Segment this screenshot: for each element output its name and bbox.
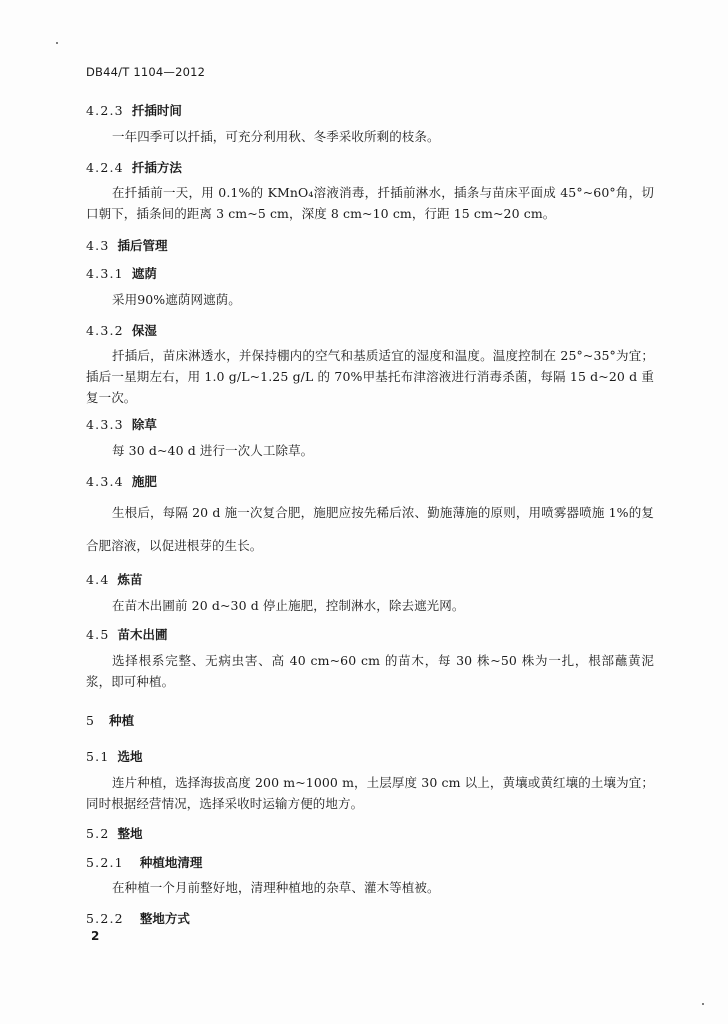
section-paragraph-4-3-2: 扦插后，苗床淋透水，并保持棚内的空气和基质适宜的湿度和温度。温度控制在 25°~35°为宜；插后一星期左右，用 1.0 g/L~1.25 g/L 的 70%甲基托布津溶液进行消毒杀菌，每隔 15 d~20 d 重复一次。	[86, 348, 654, 405]
section-paragraph-4-3-1: 采用90%遮荫网遮荫。	[112, 292, 241, 307]
section-paragraph-5-2-1: 在种植一个月前整好地，清理种植地的杂草、灌木等植被。	[112, 880, 440, 895]
section-title: 扦插方法	[131, 160, 182, 175]
section-title: 插后管理	[117, 238, 168, 253]
section-number: 4.3	[86, 238, 110, 253]
section-paragraph-4-2-3: 一年四季可以扦插，可充分利用秋、冬季采收所剩的枝条。	[112, 129, 440, 144]
section-heading-5-2-2	[86, 909, 190, 927]
scan-speck	[56, 42, 58, 44]
section-number: 5	[86, 713, 96, 728]
section-title: 种植地清理	[139, 855, 203, 870]
section-number: 4.3.3	[86, 417, 124, 432]
section-heading-5	[86, 711, 134, 729]
section-heading-4-2-4	[86, 158, 182, 176]
section-number: 5.2.1	[86, 855, 124, 870]
section-heading-4-3-1	[86, 264, 157, 282]
section-title: 保湿	[131, 323, 157, 338]
section-title: 种植	[109, 713, 135, 728]
section-paragraph-4-2-4: 在扦插前一天，用 0.1%的 KMnO₄溶液消毒，扦插前淋水，插条与苗床平面成 45°~60°角，切口朝下，插条间的距离 3 cm~5 cm，深度 8 cm~10 cm，行距 15 cm~20 cm。	[86, 185, 654, 221]
section-paragraph-4-4: 在苗木出圃前 20 d~30 d 停止施肥，控制淋水，除去遮光网。	[112, 598, 465, 613]
section-number: 4.4	[86, 572, 110, 587]
section-paragraph-4-3-4: 生根后，每隔 20 d 施一次复合肥，施肥应按先稀后浓、勤施薄施的原则，用喷雾器喷施 1%的复合肥溶液，以促进根芽的生长。	[86, 505, 654, 553]
section-heading-5-2	[86, 824, 143, 842]
section-heading-5-2-1	[86, 853, 202, 871]
document-id: DB44/T 1104—2012	[86, 65, 206, 79]
section-title: 选地	[117, 749, 143, 764]
scan-speck	[702, 1003, 704, 1005]
section-paragraph-5-1: 连片种植，选择海拔高度 200 m~1000 m，土层厚度 30 cm 以上，黄壤或黄红壤的土壤为宜；同时根据经营情况，选择采收时运输方便的地方。	[86, 775, 654, 811]
section-paragraph-4-5: 选择根系完整、无病虫害、高 40 cm~60 cm 的苗木，每 30 株~50 株为一扎，根部蘸黄泥浆，即可种植。	[86, 653, 654, 689]
section-heading-4-4	[86, 570, 143, 588]
section-title: 炼苗	[117, 572, 143, 587]
section-heading-4-3	[86, 236, 168, 254]
section-heading-4-3-2	[86, 321, 157, 339]
page-number: 2	[91, 929, 100, 943]
section-title: 整地方式	[139, 911, 190, 926]
section-number: 4.2.3	[86, 103, 124, 118]
section-heading-4-2-3	[86, 101, 182, 119]
section-number: 5.2	[86, 826, 110, 841]
section-heading-4-3-4	[86, 472, 157, 490]
section-number: 4.2.4	[86, 160, 124, 175]
section-title: 施肥	[131, 474, 157, 489]
section-number: 4.3.2	[86, 323, 124, 338]
section-title: 遮荫	[131, 266, 157, 281]
section-title: 除草	[131, 417, 157, 432]
section-number: 4.3.1	[86, 266, 124, 281]
section-title: 苗木出圃	[117, 627, 168, 642]
section-heading-4-5	[86, 625, 168, 643]
section-title: 整地	[117, 826, 143, 841]
section-number: 5.2.2	[86, 911, 124, 926]
section-heading-5-1	[86, 747, 143, 765]
section-number: 4.3.4	[86, 474, 124, 489]
section-title: 扦插时间	[131, 103, 182, 118]
section-paragraph-4-3-3: 每 30 d~40 d 进行一次人工除草。	[112, 443, 314, 458]
section-heading-4-3-3	[86, 415, 157, 433]
section-number: 4.5	[86, 627, 110, 642]
section-number: 5.1	[86, 749, 110, 764]
